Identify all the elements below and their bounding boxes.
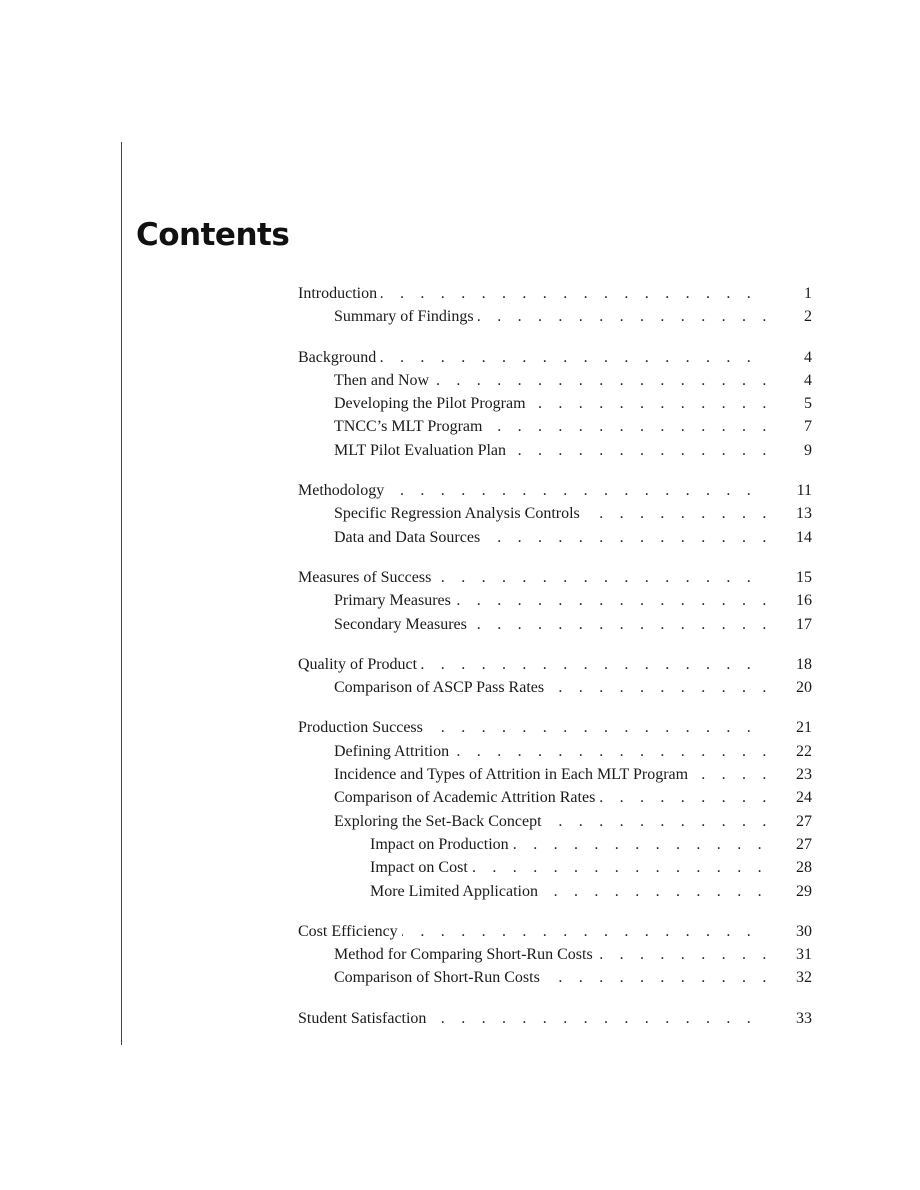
- toc-entry-page-number: 29: [766, 880, 812, 903]
- toc-entry-page-number: 24: [766, 786, 812, 809]
- toc-entry[interactable]: [298, 526, 812, 549]
- margin-rule: [121, 142, 122, 1045]
- toc-entry-page-number: 20: [766, 676, 812, 699]
- toc-entry-label: Quality of Product: [298, 656, 421, 673]
- toc-entry[interactable]: [298, 856, 812, 879]
- toc-entry[interactable]: [298, 346, 812, 369]
- toc-entry-label: Comparison of Short-Run Costs: [334, 969, 544, 986]
- toc-entry-label: Production Success: [298, 719, 427, 736]
- toc-entry-label: Defining Attrition: [334, 743, 453, 760]
- toc-entry-label: Impact on Cost: [370, 859, 472, 876]
- toc-entry[interactable]: [298, 282, 812, 305]
- toc-entry-label: Impact on Production: [370, 836, 513, 853]
- toc-entry-page-number: 1: [766, 282, 812, 305]
- table-of-contents: [298, 282, 812, 1047]
- toc-entry[interactable]: [298, 369, 812, 392]
- toc-entry[interactable]: [298, 589, 812, 612]
- toc-entry-label: Then and Now: [334, 372, 433, 389]
- toc-entry-page-number: 11: [766, 479, 812, 502]
- toc-entry[interactable]: [298, 613, 812, 636]
- page-title: Contents: [136, 217, 290, 253]
- toc-entry-page-number: 28: [766, 856, 812, 879]
- toc-entry-label: Student Satisfaction: [298, 1010, 430, 1027]
- toc-entry-label: Comparison of Academic Attrition Rates: [334, 789, 599, 806]
- toc-entry-page-number: 31: [766, 943, 812, 966]
- toc-entry[interactable]: [298, 763, 812, 786]
- toc-section: [298, 566, 812, 636]
- toc-entry[interactable]: [298, 943, 812, 966]
- toc-entry-page-number: 33: [766, 1007, 812, 1030]
- toc-entry-page-number: 21: [766, 716, 812, 739]
- toc-entry[interactable]: [298, 786, 812, 809]
- toc-entry[interactable]: [298, 305, 812, 328]
- toc-entry[interactable]: [298, 833, 812, 856]
- toc-entry-page-number: 13: [766, 502, 812, 525]
- toc-entry-label: Incidence and Types of Attrition in Each MLT Program: [334, 766, 692, 783]
- toc-section: [298, 920, 812, 990]
- toc-entry[interactable]: [298, 502, 812, 525]
- toc-entry[interactable]: [298, 415, 812, 438]
- toc-entry[interactable]: [298, 566, 812, 589]
- toc-entry-page-number: 27: [766, 833, 812, 856]
- toc-entry-label: Methodology: [298, 482, 388, 499]
- toc-entry[interactable]: [298, 716, 812, 739]
- toc-entry-page-number: 30: [766, 920, 812, 943]
- toc-section: [298, 479, 812, 549]
- toc-entry-page-number: 2: [766, 305, 812, 328]
- toc-entry-page-number: 32: [766, 966, 812, 989]
- toc-entry-label: More Limited Application: [370, 883, 542, 900]
- toc-entry[interactable]: [298, 1007, 812, 1030]
- toc-entry-page-number: 18: [766, 653, 812, 676]
- toc-entry-page-number: 15: [766, 566, 812, 589]
- toc-entry-label: Measures of Success: [298, 569, 435, 586]
- toc-entry-label: Cost Efficiency: [298, 923, 402, 940]
- toc-entry-page-number: 17: [766, 613, 812, 636]
- toc-entry-label: Introduction: [298, 285, 381, 302]
- toc-entry-page-number: 9: [766, 439, 812, 462]
- toc-entry[interactable]: [298, 676, 812, 699]
- toc-entry[interactable]: [298, 392, 812, 415]
- toc-entry-label: Secondary Measures: [334, 616, 471, 633]
- toc-entry-page-number: 22: [766, 740, 812, 763]
- toc-section: [298, 282, 812, 329]
- toc-entry-label: Exploring the Set-Back Concept: [334, 813, 546, 830]
- toc-entry[interactable]: [298, 920, 812, 943]
- toc-entry-page-number: 4: [766, 346, 812, 369]
- toc-section: [298, 1007, 812, 1030]
- toc-section: [298, 653, 812, 700]
- toc-entry-label: Data and Data Sources: [334, 529, 484, 546]
- toc-section: [298, 346, 812, 462]
- toc-entry-label: Developing the Pilot Program: [334, 395, 530, 412]
- toc-entry[interactable]: [298, 740, 812, 763]
- toc-entry[interactable]: [298, 653, 812, 676]
- toc-entry[interactable]: [298, 880, 812, 903]
- toc-entry-label: Specific Regression Analysis Controls: [334, 505, 584, 522]
- toc-entry[interactable]: [298, 439, 812, 462]
- toc-entry[interactable]: [298, 966, 812, 989]
- toc-entry-label: Background: [298, 349, 380, 366]
- toc-entry-page-number: 23: [766, 763, 812, 786]
- toc-entry-label: Summary of Findings: [334, 308, 478, 325]
- toc-section: [298, 716, 812, 902]
- toc-entry[interactable]: [298, 810, 812, 833]
- toc-entry-page-number: 27: [766, 810, 812, 833]
- toc-entry[interactable]: [298, 479, 812, 502]
- toc-entry-page-number: 5: [766, 392, 812, 415]
- toc-entry-label: MLT Pilot Evaluation Plan: [334, 442, 510, 459]
- toc-entry-page-number: 16: [766, 589, 812, 612]
- toc-entry-label: TNCC’s MLT Program: [334, 418, 486, 435]
- toc-entry-label: Comparison of ASCP Pass Rates: [334, 679, 548, 696]
- toc-entry-page-number: 4: [766, 369, 812, 392]
- toc-entry-label: Method for Comparing Short-Run Costs: [334, 946, 597, 963]
- toc-entry-label: Primary Measures: [334, 592, 455, 609]
- toc-entry-page-number: 7: [766, 415, 812, 438]
- toc-entry-page-number: 14: [766, 526, 812, 549]
